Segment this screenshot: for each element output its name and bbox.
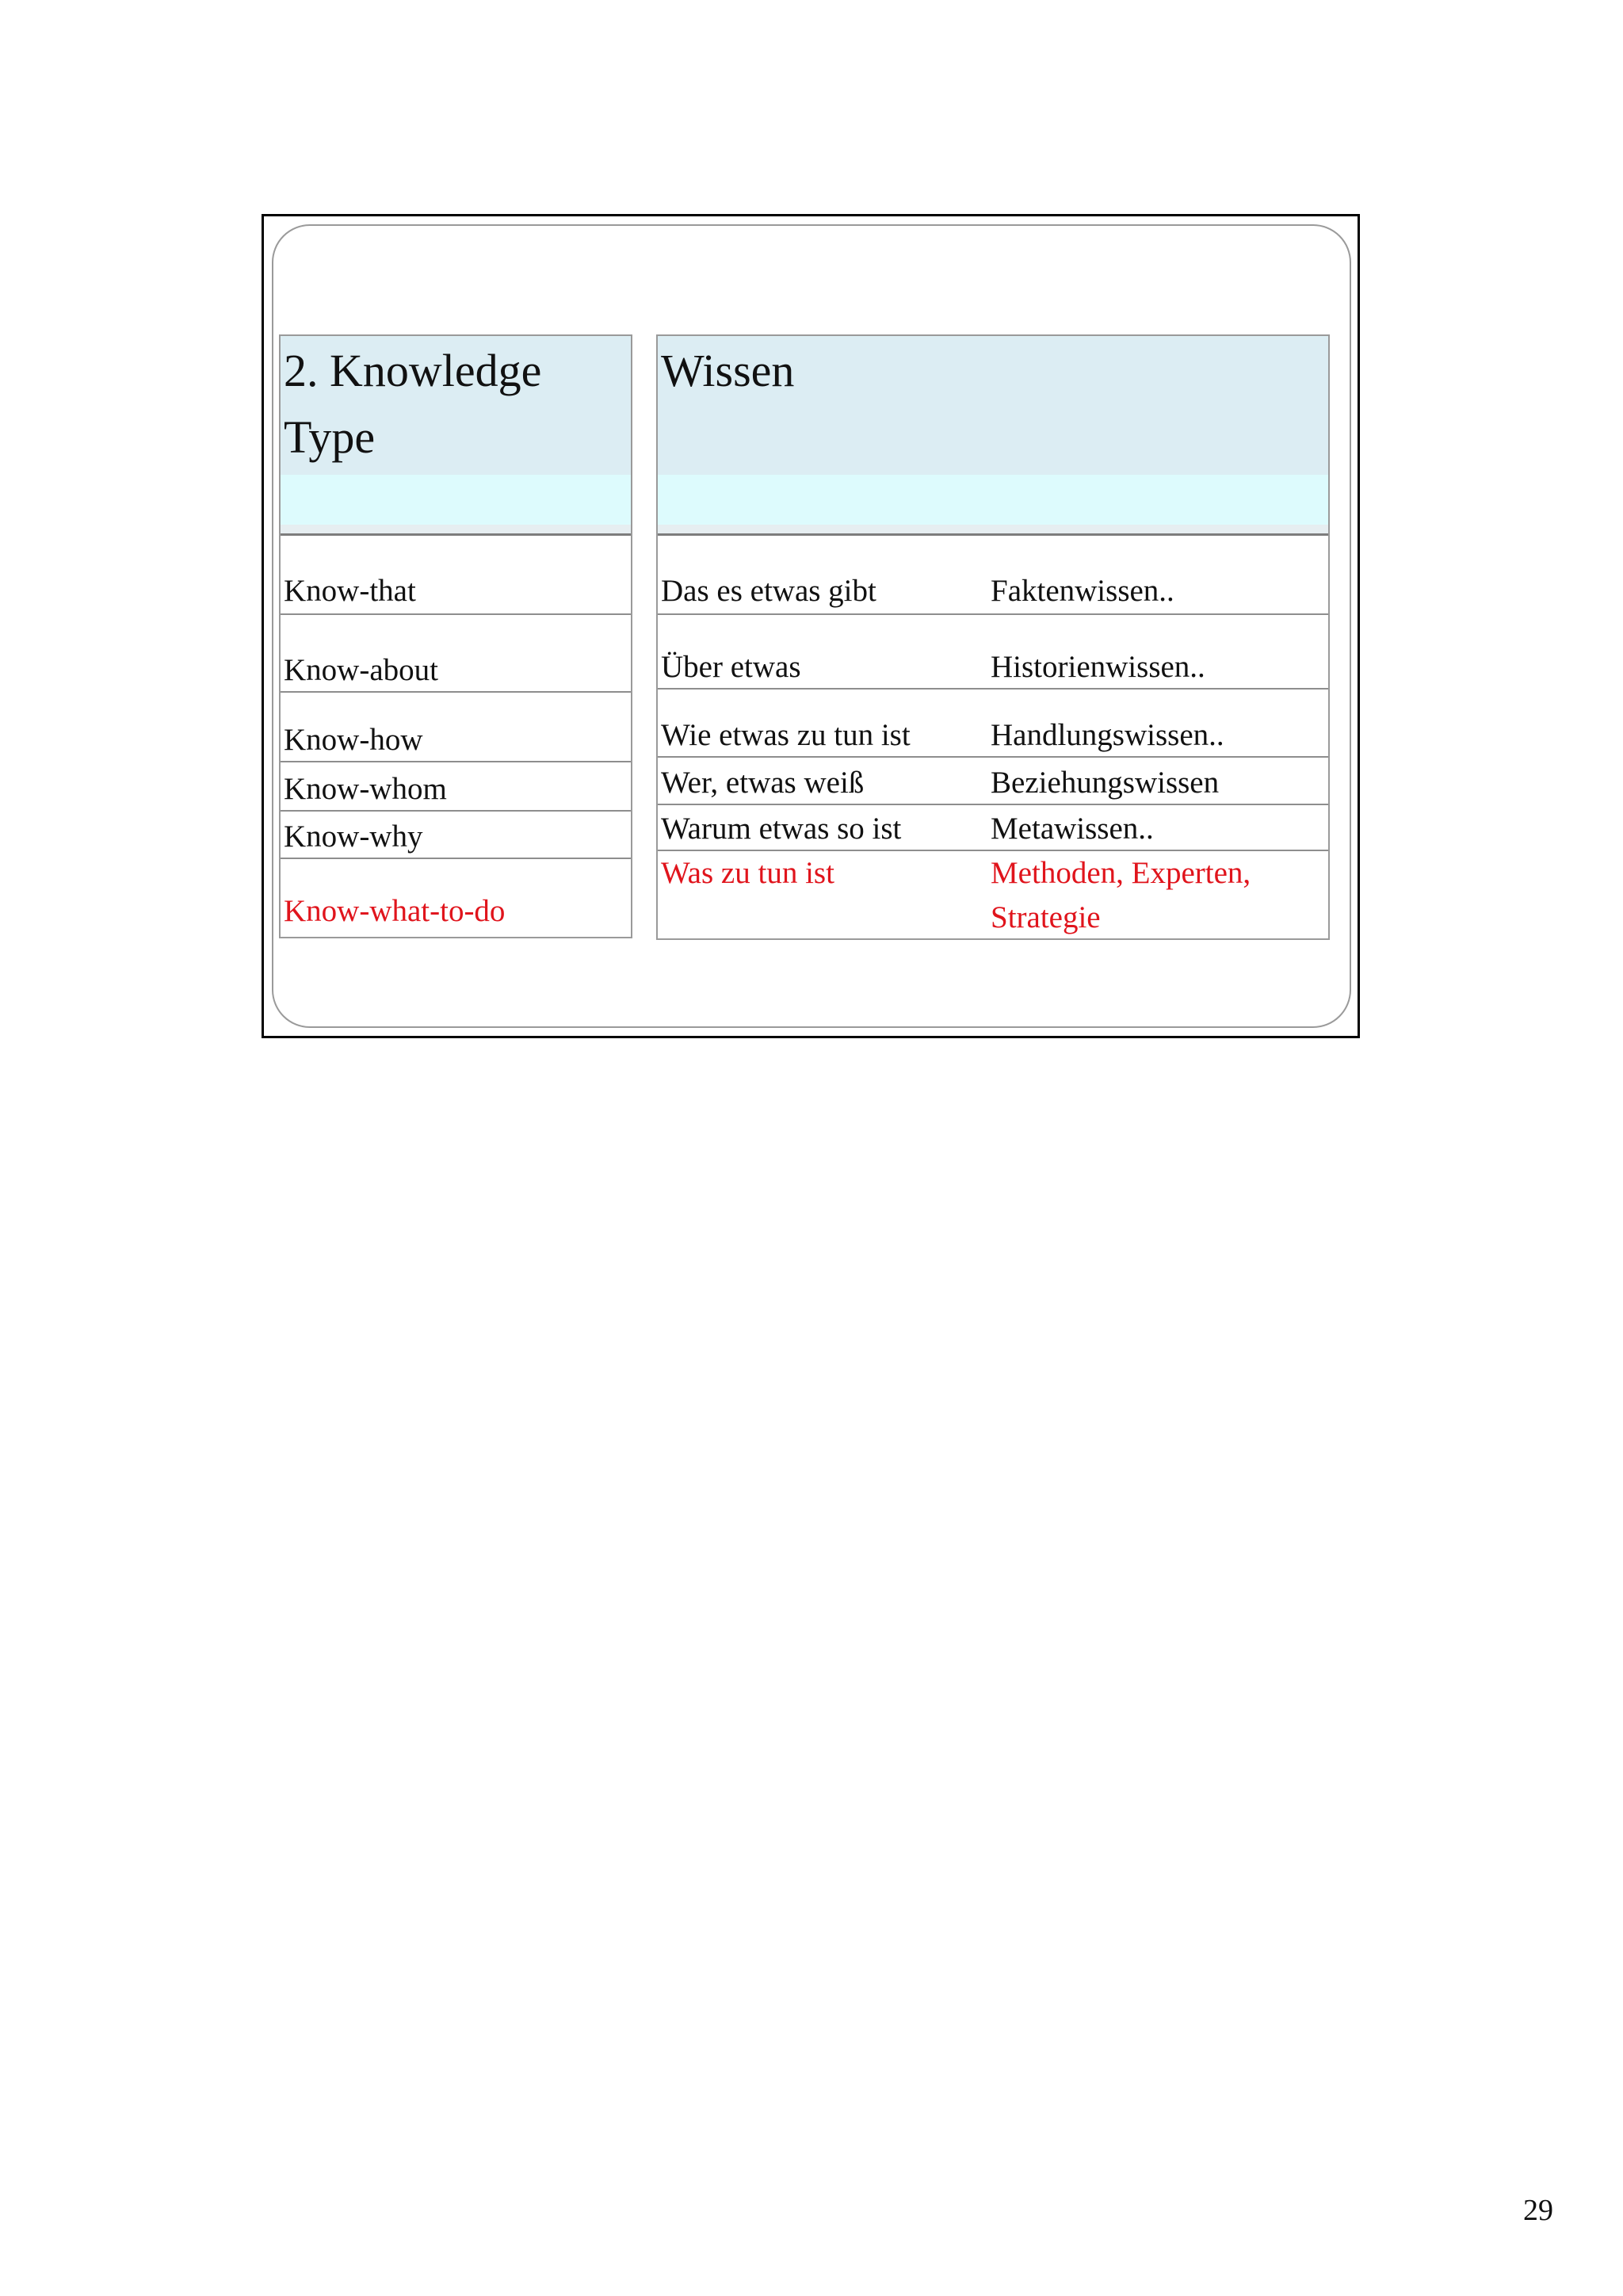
description-cell: Das es etwas gibt: [661, 574, 876, 608]
table-row: [658, 758, 1328, 805]
knowledge-cell: Handlungswissen..: [991, 718, 1224, 752]
know-whom-label: Know-whom: [284, 772, 447, 806]
knowledge-cell: Faktenwissen..: [991, 574, 1174, 608]
knowledge-cell: Historienwissen..: [991, 650, 1205, 684]
page-number: 29: [1523, 2194, 1553, 2227]
know-about-label: Know-about: [284, 653, 438, 687]
knowledge-cell: Metawissen..: [991, 812, 1154, 846]
description-cell: Wer, etwas weiß: [661, 766, 865, 800]
description-cell: Wie etwas zu tun ist: [661, 718, 911, 752]
table-row: [281, 762, 631, 812]
table-row: [658, 615, 1328, 690]
description-cell: Über etwas: [661, 650, 801, 684]
know-what-to-do-label: Know-what-to-do: [284, 894, 506, 928]
know-how-label: Know-how: [284, 723, 423, 757]
knowledge-type-table: [279, 334, 632, 938]
know-that-label: Know-that: [284, 574, 416, 608]
wissen-header: [658, 336, 1328, 536]
knowledge-type-title: 2. Knowledge Type: [284, 345, 542, 463]
wissen-title: Wissen: [661, 345, 795, 396]
description-cell: Warum etwas so ist: [661, 812, 902, 846]
knowledge-cell: Beziehungswissen: [991, 766, 1220, 800]
table-row: [281, 536, 631, 615]
table-row: [281, 615, 631, 693]
table-row: [281, 812, 631, 859]
wissen-table: [656, 334, 1330, 940]
table-row: [658, 536, 1328, 615]
table-row: [658, 690, 1328, 758]
table-row: [658, 805, 1328, 851]
know-why-label: Know-why: [284, 819, 423, 854]
table-row: [281, 693, 631, 762]
knowledge-cell: Methoden, Experten, Strategie: [991, 856, 1251, 934]
table-row: [281, 859, 631, 937]
knowledge-type-header: [281, 336, 631, 536]
table-row: [658, 851, 1328, 938]
description-cell: Was zu tun ist: [661, 856, 834, 890]
